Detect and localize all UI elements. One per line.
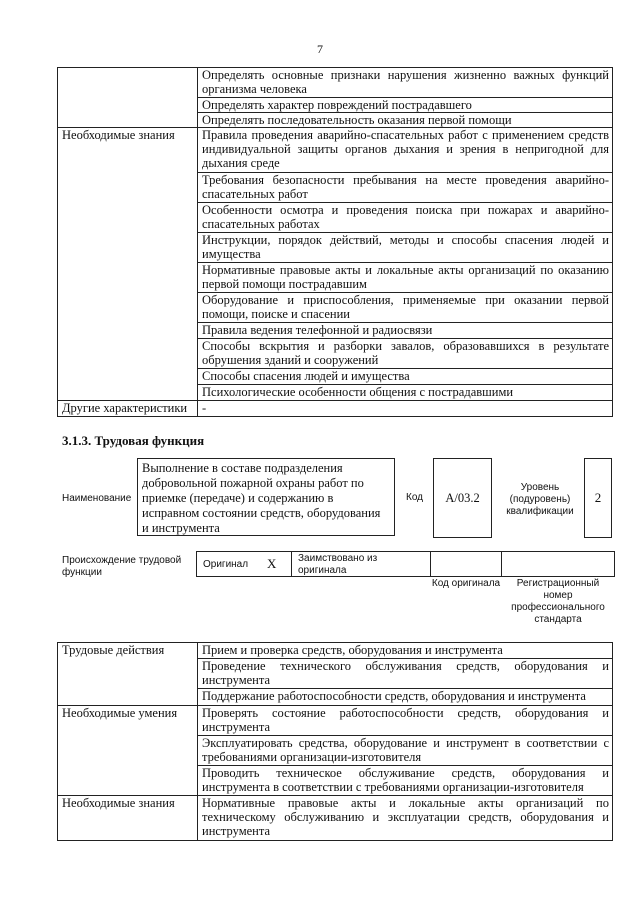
registration-number-cell <box>501 551 615 577</box>
original-label: Оригинал <box>203 559 249 570</box>
skill-item: Проверять состояние работоспособности средств, оборудования и инструмента <box>198 706 613 736</box>
knowledge-item: Правила ведения телефонной и радиосвязи <box>198 323 613 339</box>
requirements-table-top <box>57 67 613 417</box>
row-label-empty <box>58 68 198 128</box>
skill-item: Определять последовательность оказания первой помощи <box>198 113 613 128</box>
knowledge-item: Оборудование и приспособления, применяемые при оказании первой помощи, поиске и спасении <box>198 293 613 323</box>
code-label: Код <box>406 492 424 503</box>
row-label-knowledge: Необходимые знания <box>58 128 198 401</box>
borrowed-cell <box>291 551 431 577</box>
original-cell <box>196 551 292 577</box>
original-mark: X <box>267 556 277 571</box>
row-label-other: Другие характеристики <box>58 401 198 417</box>
skill-item: Эксплуатировать средства, оборудование и инструмент в соответствии с требованиями организации-изготовителя <box>198 736 613 766</box>
requirements-table-bottom <box>57 642 613 841</box>
knowledge-item: Требования безопасности пребывания на месте проведения аварийно-спасательных работ <box>198 173 613 203</box>
action-item: Поддержание работоспособности средств, оборудования и инструмента <box>198 689 613 706</box>
registration-caption: Регистрационный номер профессионального стандарта <box>511 578 605 625</box>
level-value: 2 <box>584 458 612 538</box>
row-label-skills: Необходимые умения <box>58 706 198 796</box>
knowledge-item: Инструкции, порядок действий, методы и способы спасения людей и имущества <box>198 233 613 263</box>
row-label-knowledge: Необходимые знания <box>58 796 198 841</box>
skill-item: Проводить техническое обслуживание средств, оборудования и инструмента в соответствии с требованиями организации-изготовителя <box>198 766 613 796</box>
borrowed-label: Заимствовано из оригинала <box>298 553 378 576</box>
function-name-value: Выполнение в составе подразделения добровольной пожарной охраны работ по приемке (передаче) и содержанию в исправном состоянии средств, оборудования и инструмента <box>137 458 395 536</box>
knowledge-item: Правила проведения аварийно-спасательных работ с применением средств индивидуальной защиты органов дыхания и зрения в непригодной для дыхания среде <box>198 128 613 173</box>
action-item: Проведение технического обслуживания средств, оборудования и инструмента <box>198 659 613 689</box>
original-code-cell <box>430 551 502 577</box>
name-label: Наименование <box>62 493 132 504</box>
level-label: Уровень (подуровень) квалификации <box>506 482 574 517</box>
row-label-actions: Трудовые действия <box>58 643 198 706</box>
knowledge-item: Нормативные правовые акты и локальные акты организаций по техническому обслуживанию и эксплуатации средств, оборудования и инструмента <box>198 796 613 841</box>
skill-item: Определять характер повреждений пострадавшего <box>198 98 613 113</box>
origin-label: Происхождение трудовой функции <box>62 555 182 578</box>
section-heading: 3.1.3. Трудовая функция <box>62 433 205 448</box>
knowledge-item: Психологические особенности общения с пострадавшими <box>198 385 613 401</box>
code-caption: Код оригинала <box>431 578 501 589</box>
knowledge-item: Способы вскрытия и разборки завалов, образовавшихся в результате обрушения зданий и сооружений <box>198 339 613 369</box>
skill-item: Определять основные признаки нарушения жизненно важных функций организма человека <box>198 68 613 98</box>
other-item: - <box>198 401 613 417</box>
knowledge-item: Особенности осмотра и проведения поиска при пожарах и аварийно-спасательных работах <box>198 203 613 233</box>
knowledge-item: Нормативные правовые акты и локальные акты организаций по оказанию первой помощи пострадавшим <box>198 263 613 293</box>
knowledge-item: Способы спасения людей и имущества <box>198 369 613 385</box>
code-value: A/03.2 <box>433 458 492 538</box>
action-item: Прием и проверка средств, оборудования и инструмента <box>198 643 613 659</box>
page-number: 7 <box>317 42 323 56</box>
